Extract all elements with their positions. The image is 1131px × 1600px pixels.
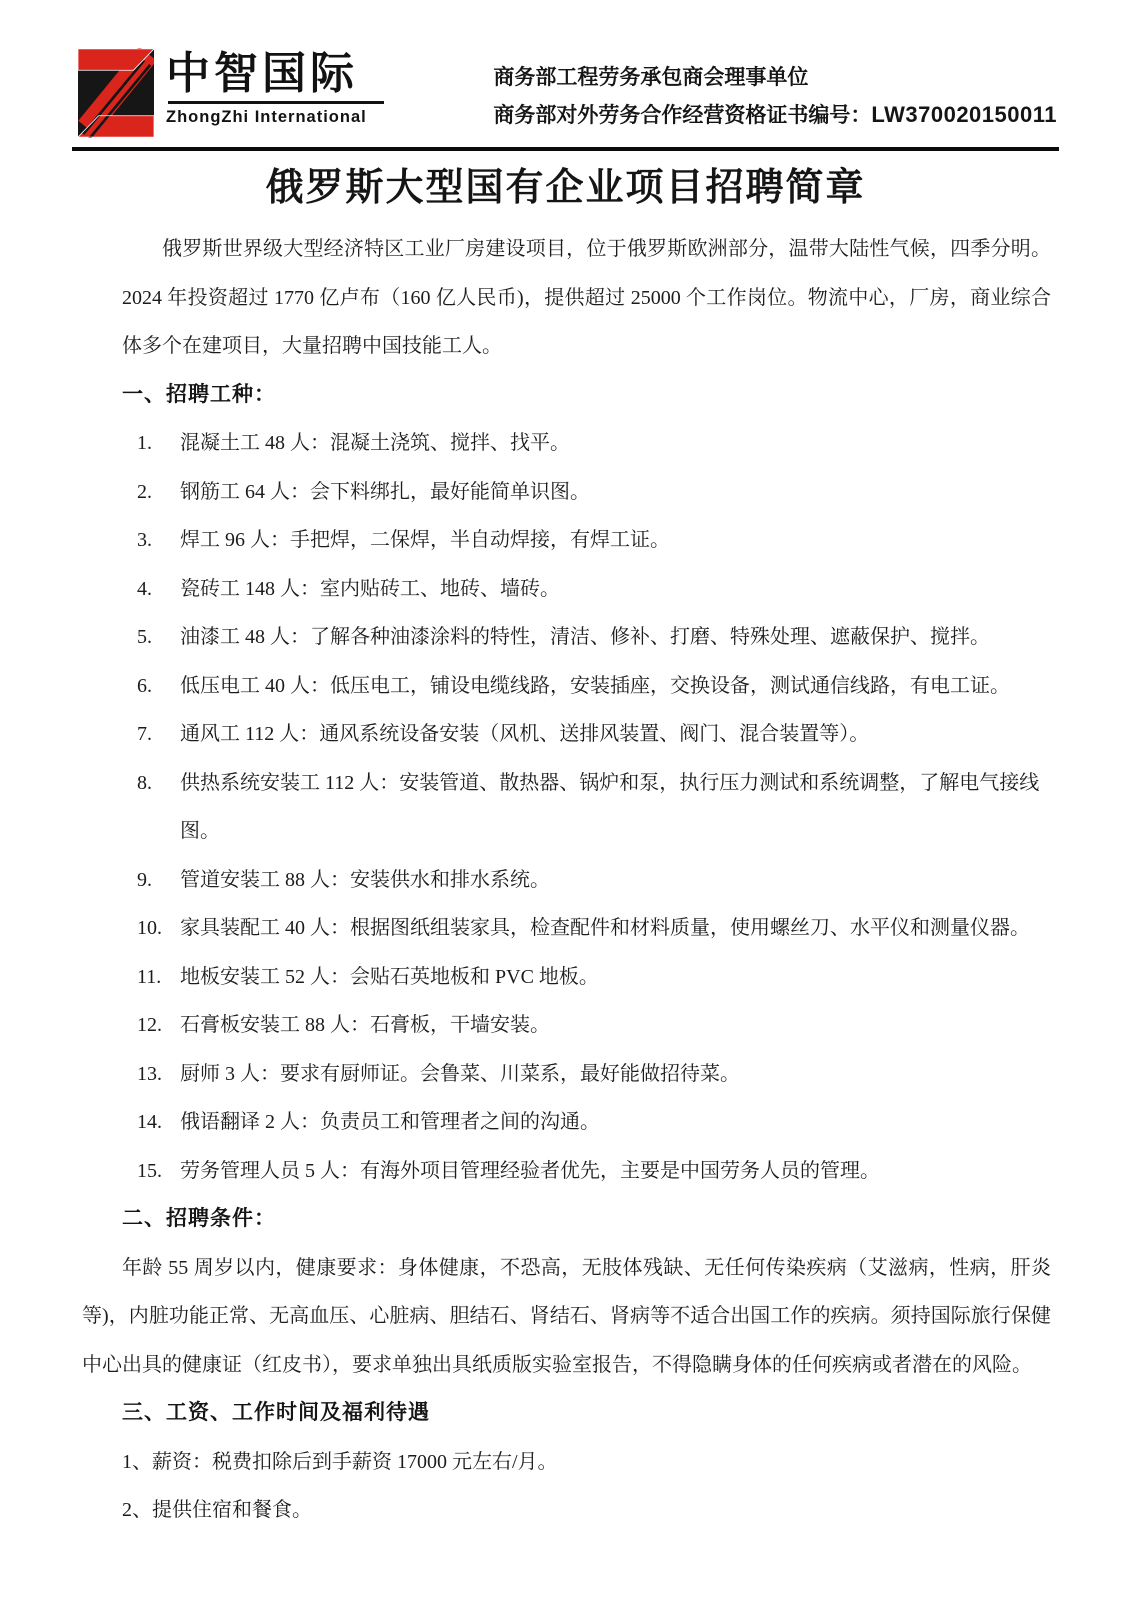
job-item-text: 家具装配工 40 人：根据图纸组装家具，检查配件和材料质量，使用螺丝刀、水平仪和测量仪器。 [180,917,1030,939]
job-list-item [82,1098,1051,1147]
credential-line-2 [493,96,1057,134]
job-list-item [82,419,1051,468]
job-list-item [82,856,1051,905]
job-item-number: 13. [137,1062,162,1085]
logo-name-en: ZhongZhi International [166,108,367,127]
job-item-number: 4. [137,577,152,600]
intro-paragraph: 俄罗斯世界级大型经济特区工业厂房建设项目，位于俄罗斯欧洲部分，温带大陆性气候，四季分明。2024 年投资超过 1770 亿卢布（160 亿人民币)，提供超过 25000 个工作岗位。物流中心，厂房，商业综合体多个在建项目，大量招聘中国技能工人。 [122,238,1051,357]
requirements-paragraph: 年龄 55 周岁以内，健康要求：身体健康，不恐高，无肢体残缺、无任何传染疾病（艾滋病，性病，肝炎等)，内脏功能正常、无高血压、心脏病、胆结石、肾结石、肾病等不适合出国工作的疾病。须持国际旅行保健中心出具的健康证（红皮书），要求单独出具纸质版实验室报告，不得隐瞒身体的任何疾病或者潜在的风险。 [82,1256,1051,1376]
document-header [0,0,1131,138]
job-item-text: 石膏板安装工 88 人：石膏板，干墙安装。 [180,1014,550,1036]
zhongzhi-z-icon [78,48,154,138]
job-item-number: 14. [137,1111,162,1133]
company-logo [78,48,384,138]
benefit-list-item: 2、提供住宿和餐食。 [122,1499,312,1521]
job-item-text: 焊工 96 人：手把焊，二保焊，半自动焊接，有焊工证。 [180,529,670,551]
job-list-item [82,613,1051,662]
section-2-heading: 二、招聘条件： [122,1207,276,1230]
job-list [82,419,1051,1195]
logo-underline [168,101,384,104]
credential-license-number: LW370020150011 [871,102,1057,127]
job-list-item [82,565,1051,614]
job-item-text: 俄语翻译 2 人：负责员工和管理者之间的沟通。 [180,1111,600,1133]
job-item-number: 6. [137,674,152,697]
job-item-number: 12. [137,1014,162,1036]
job-item-text: 地板安装工 52 人：会贴石英地板和 PVC 地板。 [180,965,599,988]
section-1-heading: 一、招聘工种： [122,382,276,406]
job-item-text: 低压电工 40 人：低压电工，铺设电缆线路，安装插座，交换设备，测试通信线路，有电工证。 [180,674,1010,697]
job-list-item [82,662,1051,711]
benefit-list-item: 1、薪资：税费扣除后到手薪资 17000 元左右/月。 [122,1450,558,1473]
job-list-item [82,468,1051,517]
credentials-block [493,48,1057,134]
job-item-number: 2. [137,480,152,503]
job-item-text: 瓷砖工 148 人：室内贴砖工、地砖、墙砖。 [180,577,560,600]
job-item-text: 劳务管理人员 5 人：有海外项目管理经验者优先，主要是中国劳务人员的管理。 [180,1159,880,1182]
job-list-item [82,904,1051,953]
logo-text-block [166,48,384,127]
logo-name-cn: 中智国际 [166,49,358,98]
job-list-item [82,710,1051,759]
job-list-item [82,516,1051,565]
job-item-text: 通风工 112 人：通风系统设备安装（风机、送排风装置、阀门、混合装置等）。 [180,723,870,745]
job-item-number: 15. [137,1159,162,1182]
job-item-text: 管道安装工 88 人：安装供水和排水系统。 [180,868,550,891]
job-item-number: 7. [137,723,152,745]
header-divider [72,147,1059,151]
job-list-item [82,1001,1051,1050]
job-item-text: 供热系统安装工 112 人：安装管道、散热器、锅炉和泵，执行压力测试和系统调整，了解电气接线图。 [180,771,1040,842]
section-3-heading: 三、工资、工作时间及福利待遇 [122,1401,430,1424]
job-item-number: 9. [137,868,152,891]
page-title: 俄罗斯大型国有企业项目招聘简章 [265,167,866,209]
job-item-text: 混凝土工 48 人：混凝土浇筑、搅拌、找平。 [180,432,570,454]
job-item-number: 5. [137,626,152,648]
benefit-list [82,1438,1051,1535]
job-list-item [82,1050,1051,1099]
job-item-text: 油漆工 48 人：了解各种油漆涂料的特性，清洁、修补、打磨、特殊处理、遮蔽保护、搅拌。 [180,626,990,648]
job-item-text: 钢筋工 64 人：会下料绑扎，最好能简单识图。 [180,480,590,503]
job-item-number: 3. [137,529,152,551]
job-item-number: 11. [137,965,162,988]
credential-line-2-label: 商务部对外劳务合作经营资格证书编号： [493,103,872,127]
job-item-text: 厨师 3 人：要求有厨师证。会鲁菜、川菜系，最好能做招待菜。 [180,1062,740,1085]
credential-line-1: 商务部工程劳务承包商会理事单位 [493,65,809,89]
document-body [0,225,1131,1535]
job-item-number: 8. [137,771,152,794]
job-list-item [82,1147,1051,1196]
job-list-item [82,953,1051,1002]
job-item-number: 1. [137,432,152,454]
job-list-item [82,759,1051,856]
job-item-number: 10. [137,917,162,939]
